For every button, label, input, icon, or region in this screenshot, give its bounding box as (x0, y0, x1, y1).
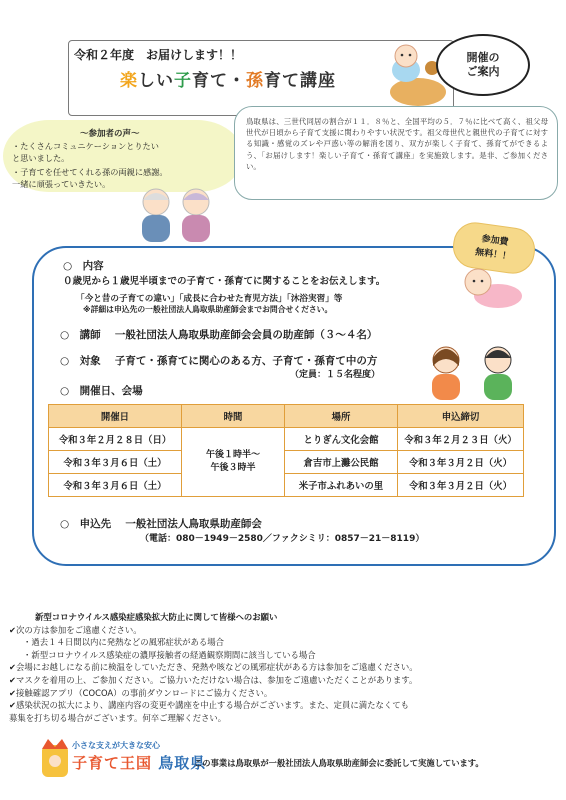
footer-text: この事業は鳥取県が一般社団法人鳥取県助産師会に委託して実施しています。 (194, 758, 484, 768)
content-description: ０歳児から１歳児半頃までの子育て・孫育てに関することをお伝えします。 (63, 276, 386, 287)
corona-line: ✔次の方は参加をご遠慮ください。 (9, 624, 142, 635)
date-cell: 令和３年３月６日（土） (49, 451, 182, 474)
crawling-baby-illustration (458, 262, 528, 312)
table-row (49, 474, 524, 497)
voice-line: ・子育てを任せてくれる孫の両親に感謝。 (12, 167, 168, 177)
capacity: （定員：１５名程度） (290, 370, 381, 380)
fee-line: 無料！！ (474, 247, 512, 263)
title-part: 育て講座 (264, 71, 336, 91)
lecturer-line: ○ 講師 一般社団法人鳥取県助産師会会員の助産師（３～４名） (60, 329, 378, 341)
corona-title: 新型コロナウイルス感染症感染拡大防止に関して皆様へのお願い (35, 612, 278, 622)
corona-line: 募集を打ち切る場合がございます。何卒ご理解ください。 (9, 712, 227, 723)
date-cell: 令和３年２月２８日（日） (49, 428, 182, 451)
corona-line: ✔マスクを着用の上、ご参加ください。ご協力いただけない場合は、参加をご遠慮いただくことがあります。 (9, 674, 418, 685)
content-note: ※詳細は申込先の一般社団法人鳥取県助産師会までお問合せください。 (83, 305, 333, 314)
corona-line: ✔接触確認アプリ（COCOA）の事前ダウンロードにご協力ください。 (9, 687, 273, 698)
column-header: 申込締切 (398, 405, 524, 428)
notice-bubble (436, 34, 530, 96)
table-row (49, 428, 524, 451)
time-line: 午後１時半～ (205, 450, 260, 460)
time-cell (182, 428, 285, 497)
place-cell: 倉吉市上灘公民館 (285, 451, 398, 474)
target-line: ○ 対象 子育て・孫育てに関心のある方、子育て・孫育て中の方 (60, 355, 378, 367)
page-title (120, 66, 336, 91)
place-cell: 米子市ふれあいの里 (285, 474, 398, 497)
brand-prefecture: 鳥取県 (158, 754, 207, 772)
footer-brand (72, 752, 206, 773)
deadline-cell: 令和３年３月２日（火） (398, 474, 524, 497)
title-part: 孫 (246, 71, 264, 91)
title-part: 楽 (120, 71, 138, 91)
notice-line: 開催の (466, 51, 500, 64)
grandparents-illustration (136, 186, 218, 242)
intro-text: 鳥取県は、三世代同居の割合が１１．８％と、全国平均の５．７％に比べて高く、祖父母世代が日頃から子育て支援に関わりやすい状況です。祖父母世代と親世代の子育てに対する知識・感覚のズレや戸惑い等の解消を図り、双方が楽しく子育て、孫育てができるよう、「お届けします！楽しい子育て・孫育て講座」を実施致します。是非、ご参加ください。 (246, 117, 548, 171)
content-heading: ○ 内容 (63, 260, 104, 272)
corona-line: ・新型コロナウイルス感染症の濃厚接触者の経過観察期間に該当している場合 (23, 649, 316, 660)
corona-notice (9, 611, 559, 724)
voice-line: 一緒に頑張っていきたい。 (12, 179, 111, 189)
deadline-cell: 令和３年３月２日（火） (398, 451, 524, 474)
brand-name: 子育て王国 (72, 754, 153, 772)
table-header-row (49, 405, 524, 428)
corona-line: ✔感染状況の拡大により、講座内容の変更や講座を中止する場合がございます。また、定員に満たなくても (9, 700, 409, 711)
date-cell: 令和３年３月６日（土） (49, 474, 182, 497)
content-topics: 「今と昔の子育ての違い」「成長に合わせた育児方法」「沐浴実習」等 (76, 294, 343, 304)
time-line: 午後３時半 (210, 463, 256, 473)
footer-tagline: 小さな支えが大きな安心 (72, 741, 160, 750)
corona-line: ✔会場にお越しになる前に検温をしていただき、発熱や咳などの風邪症状がある方は参加をご遠慮ください。 (9, 662, 418, 673)
place-cell: とりぎん文化会館 (285, 428, 398, 451)
apply-heading: ○ 申込先 一般社団法人鳥取県助産師会 (60, 518, 262, 530)
column-header: 開催日 (49, 405, 182, 428)
table-row (49, 451, 524, 474)
venue-heading: ○ 開催日、会場 (60, 385, 143, 397)
header-subtitle: 令和２年度 お届けします！！ (74, 48, 243, 62)
corona-line: ・過去１４日間以内に発熱などの風邪症状がある場合 (23, 637, 224, 648)
fee-line: 参加費 (480, 234, 510, 248)
parents-illustration (418, 342, 528, 400)
title-part: 育て・ (192, 71, 246, 91)
column-header: 場所 (285, 405, 398, 428)
title-part: 子 (174, 71, 192, 91)
schedule-table (48, 404, 524, 497)
voice-line: ・たくさんコミュニケーションとりたい (12, 141, 159, 151)
voice-title: ～参加者の声～ (80, 129, 140, 139)
deadline-cell: 令和３年２月２３日（火） (398, 428, 524, 451)
apply-contact: （電話：080－1949－2580／ファクシミリ：0857－21－8119） (140, 534, 425, 544)
voice-line: と思いました。 (12, 153, 70, 163)
title-part: しい (138, 71, 174, 91)
column-header: 時間 (182, 405, 285, 428)
notice-line: ご案内 (466, 65, 500, 78)
